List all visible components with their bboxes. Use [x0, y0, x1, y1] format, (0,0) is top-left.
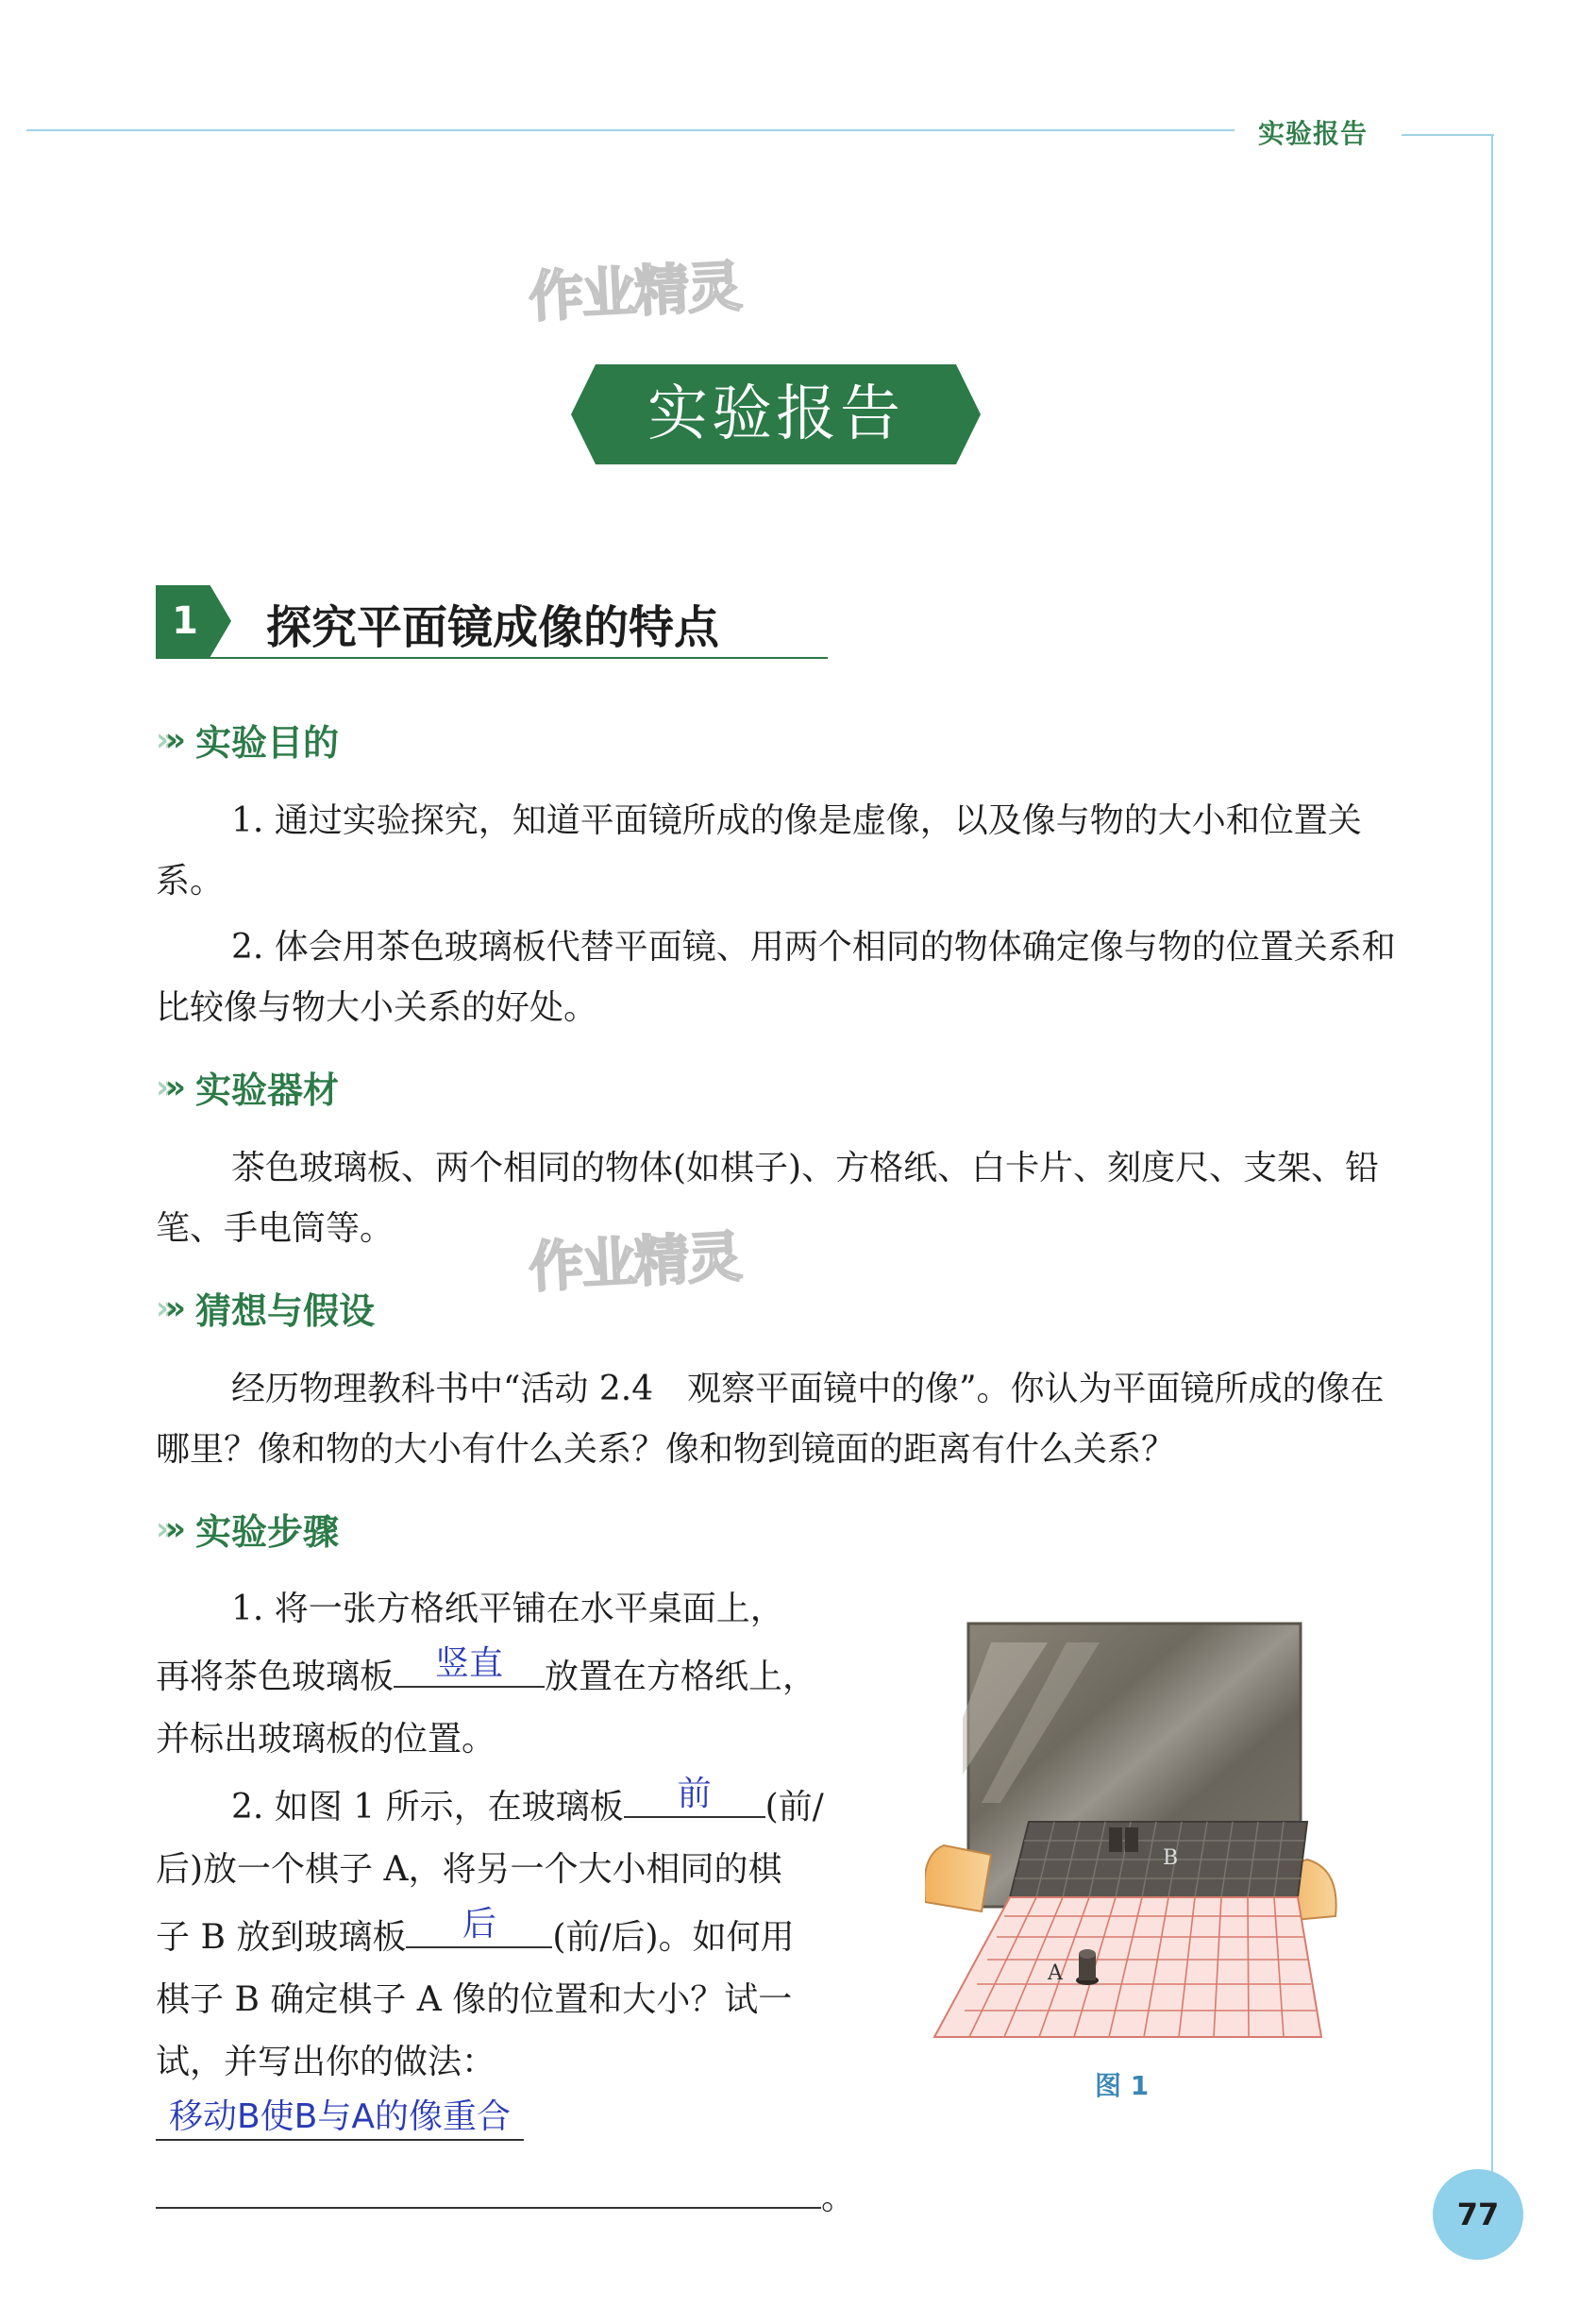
- step2-answer-3: 移动B使B与A的像重合: [168, 2097, 512, 2136]
- step2-line3: [156, 1901, 859, 1969]
- header-label: 实验报告: [1258, 118, 1369, 149]
- page-number: 77: [1456, 2197, 1500, 2232]
- subheading-hypothesis: [156, 1282, 375, 1334]
- step1-line1: 1. 将一张方格纸平铺在水平桌面上，: [231, 1590, 784, 1628]
- step2-end: 。: [821, 2179, 856, 2217]
- watermark-middle: 作业精灵: [527, 1224, 742, 1300]
- hypothesis-paragraph: [156, 1359, 1397, 1480]
- step2-blank-3[interactable]: [156, 2094, 524, 2141]
- subheading-materials: [156, 1061, 339, 1113]
- step2-line5: [156, 2031, 859, 2162]
- step2-pre1: 2. 如图 1 所示，在玻璃板: [231, 1788, 624, 1826]
- steps-text: [156, 1578, 859, 2230]
- step1-line2: [156, 1641, 859, 1709]
- label-a: A: [1048, 1961, 1063, 1985]
- double-chevron-icon: »»: [156, 1068, 175, 1106]
- step2-line4: 棋子 B 确定棋子 A 像的位置和大小？试一: [156, 1980, 793, 2019]
- grid-paper-front: [934, 1897, 1321, 2037]
- side-rule: [1491, 134, 1493, 2192]
- step1-line3: 并标出玻璃板的位置。: [156, 1720, 496, 1759]
- subheading-steps: [156, 1503, 339, 1555]
- step2-blank-2[interactable]: [406, 1901, 552, 1948]
- purpose-paragraphs: [156, 791, 1397, 1038]
- subheading-purpose-label: 实验目的: [194, 722, 339, 764]
- stand-left: [925, 1845, 991, 1911]
- chess-piece-b: [1109, 1827, 1122, 1852]
- section-underline: [156, 657, 828, 659]
- step1-answer: 竖直: [435, 1644, 504, 1683]
- chess-piece-b-image: [1125, 1827, 1138, 1852]
- title-banner-text: 实验报告: [647, 379, 904, 449]
- materials-text: 茶色玻璃板、两个相同的物体(如棋子)、方格纸、白卡片、刻度尺、支架、铅笔、手电筒等。: [156, 1149, 1380, 1248]
- step1-post: 放置在方格纸上，: [545, 1658, 817, 1696]
- materials-paragraph: [156, 1138, 1397, 1259]
- step2-post1: (前/: [764, 1788, 824, 1826]
- double-chevron-icon: »»: [156, 1509, 175, 1548]
- step2-line1: [156, 1771, 859, 1839]
- watermark-top: 作业精灵: [527, 254, 742, 329]
- step2-answer-2: 后: [462, 1905, 496, 1944]
- label-b: B: [1163, 1846, 1179, 1870]
- step2-blank-4[interactable]: [156, 2162, 821, 2209]
- step2-line6: [156, 2162, 859, 2230]
- step2-pre5: 试，并写出你的做法：: [156, 2043, 496, 2081]
- subheading-hypothesis-label: 猜想与假设: [194, 1290, 375, 1332]
- purpose-item-2: 2. 体会用茶色玻璃板代替平面镜、用两个相同的物体确定像与物的位置关系和比较像与物大小关系的好处。: [156, 928, 1396, 1027]
- hypothesis-text: 经历物理教科书中“活动 2.4 观察平面镜中的像”。你认为平面镜所成的像在哪里？像和物的大小有什么关系？像和物到镜面的距离有什么关系？: [156, 1370, 1385, 1469]
- double-chevron-icon: »»: [156, 1288, 175, 1327]
- step2-line2: 后)放一个棋子 A，将另一个大小相同的棋: [156, 1850, 782, 1889]
- section-title: 探究平面镜成像的特点: [266, 601, 720, 654]
- purpose-item-1: 1. 通过实验探究，知道平面镜所成的像是虚像，以及像与物的大小和位置关系。: [156, 801, 1362, 901]
- double-chevron-icon: »»: [156, 720, 175, 759]
- step2-answer-1: 前: [677, 1775, 712, 1813]
- header-rule-right: [1402, 134, 1494, 136]
- step2-blank-1[interactable]: [624, 1771, 765, 1818]
- step1-blank[interactable]: [394, 1641, 545, 1688]
- chess-piece-a-top: [1079, 1949, 1096, 1959]
- subheading-purpose: [156, 714, 339, 766]
- step1-pre: 再将茶色玻璃板: [156, 1658, 395, 1696]
- figure-caption: 图 1: [1095, 2070, 1150, 2101]
- subheading-materials-label: 实验器材: [194, 1069, 339, 1111]
- section-number: 1: [172, 599, 198, 643]
- figure-1-illustration: [925, 1605, 1350, 2048]
- subheading-steps-label: 实验步骤: [194, 1511, 339, 1553]
- step2-post3: (前/后)。如何用: [552, 1918, 795, 1957]
- header-rule-left: [26, 129, 1235, 131]
- step2-pre3: 子 B 放到玻璃板: [156, 1918, 407, 1957]
